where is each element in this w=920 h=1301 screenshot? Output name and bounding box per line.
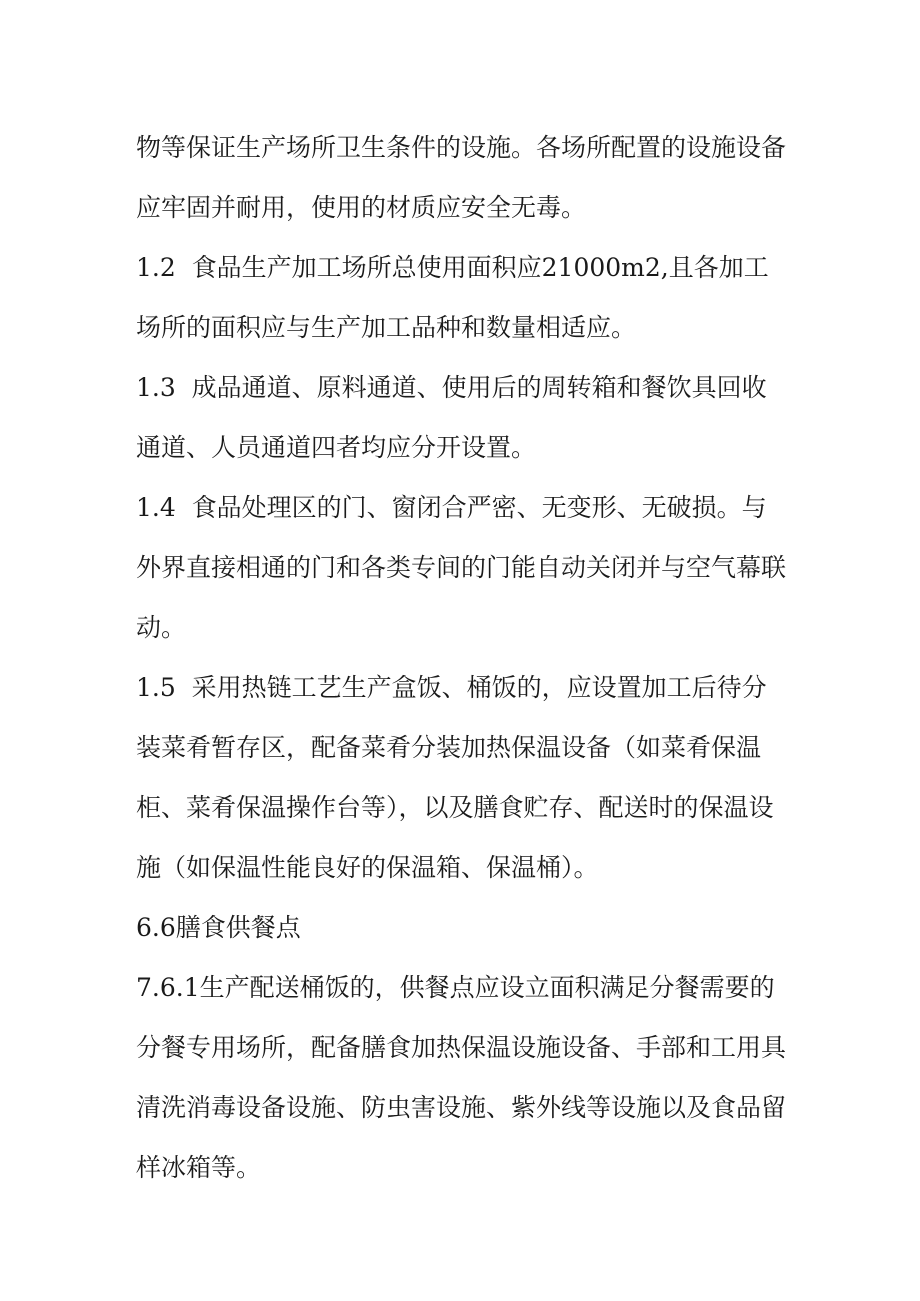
paragraph-facility-conditions: 物等保证生产场所卫生条件的设施。各场所配置的设施设备应牢固并耐用，使用的材质应安全无毒。 [136, 133, 787, 222]
paragraph-1-4: 1.4 食品处理区的门、窗闭合严密、无变形、无破损。与外界直接相通的门和各类专间的门能自动关闭并与空气幕联动。 [136, 493, 787, 642]
section-heading-6-6: 6.6膳食供餐点 [136, 913, 301, 942]
paragraph-1-2: 1.2 食品生产加工场所总使用面积应21000m2,且各加工场所的面积应与生产加工品种和数量相适应。 [136, 253, 769, 342]
document-body [136, 118, 786, 1198]
paragraph-7-6-1: 7.6.1生产配送桶饭的，供餐点应设立面积满足分餐需要的分餐专用场所，配备膳食加热保温设施设备、手部和工用具清洗消毒设备设施、防虫害设施、紫外线等设施以及食品留样冰箱等。 [136, 973, 787, 1182]
paragraph-1-3: 1.3 成品通道、原料通道、使用后的周转箱和餐饮具回收通道、人员通道四者均应分开设置。 [136, 373, 767, 462]
paragraph-1-5: 1.5 采用热链工艺生产盒饭、桶饭的，应设置加工后待分装菜肴暂存区，配备菜肴分装加热保温设备（如菜肴保温柜、菜肴保温操作台等），以及膳食贮存、配送时的保温设施（如保温性能良好的保温箱、保温桶）。 [136, 673, 774, 882]
